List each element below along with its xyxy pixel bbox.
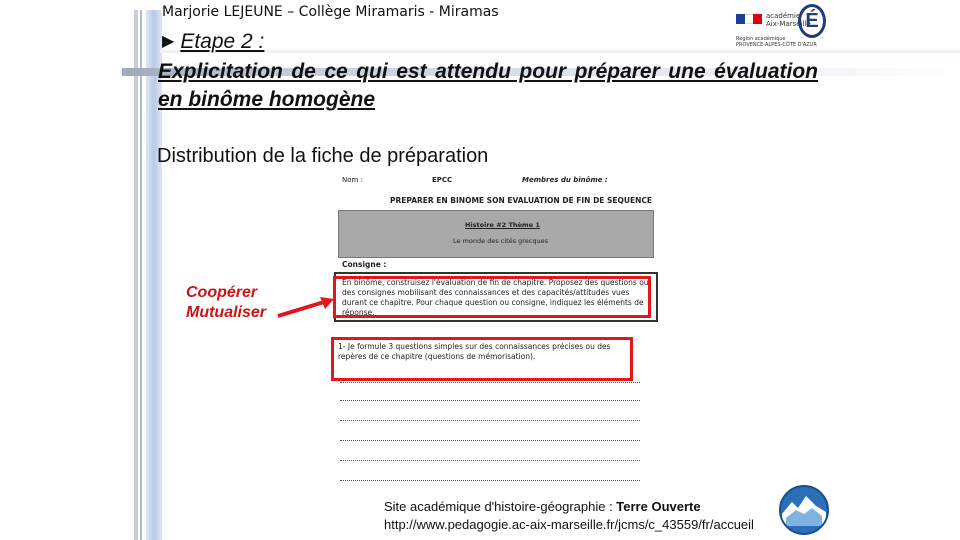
answer-line <box>340 460 640 461</box>
answer-line <box>340 382 640 383</box>
play-triangle-icon: ▶ <box>162 33 175 50</box>
step-title: ▶ Etape 2 : <box>162 30 265 53</box>
decor-line-top <box>160 50 960 53</box>
worksheet-field-epcc: EPCC <box>432 176 453 184</box>
highlight-box-question <box>331 337 633 381</box>
worksheet-image <box>332 172 662 490</box>
section-heading: Distribution de la fiche de préparation <box>157 145 489 167</box>
worksheet-question-1: 1- Je formule 3 questions simples sur des connaissances précises ou des repères de ce chapitre (questions de mémorisation). <box>338 342 611 361</box>
worksheet-consigne-text: En binôme, construisez l'évaluation de fin de chapitre. Proposez des questions ou des consignes mobilisant des connaissances et des capacités/attitudes vues durant ce chapitre. Pour chaque question ou consigne, indiquez les éléments de réponse. <box>334 272 658 322</box>
author-line: Marjorie LEJEUNE – Collège Miramaris - Miramas <box>162 4 499 20</box>
decor-bar-left <box>134 10 138 540</box>
logo-region-text: Région académique PROVENCE-ALPES-CÔTE D'AZUR <box>736 36 817 48</box>
answer-line <box>340 420 640 421</box>
answer-line <box>340 440 640 441</box>
annotation-label: Coopérer Mutualiser <box>186 284 267 321</box>
footer-url[interactable]: http://www.pedagogie.ac-aix-marseille.fr/jcms/c_43559/fr/accueil <box>384 517 754 532</box>
worksheet-theme-line1: Histoire #2 Thème 1 <box>465 221 540 229</box>
academy-e-icon: É <box>798 4 826 38</box>
step-subtitle: Explicitation de ce qui est attendu pour préparer une évaluation en binôme homogène <box>158 60 818 111</box>
red-arrow-icon <box>276 296 336 320</box>
worksheet-theme-box <box>338 210 654 258</box>
academy-logo <box>734 4 826 50</box>
logo-academy-text: académie Aix-Marseille <box>766 12 811 28</box>
footer-credits: Site académique d'histoire-géographie : Terre Ouverte http://www.pedagogie.ac-aix-marseille.fr/jcms/c_43559/fr/accueil <box>384 499 754 532</box>
answer-line <box>340 480 640 481</box>
terre-ouverte-logo-icon <box>776 484 832 536</box>
worksheet-theme-line2: Le monde des cités grecques <box>453 237 549 245</box>
worksheet-heading: PREPARER EN BINOME SON EVALUATION DE FIN DE SEQUENCE <box>390 196 653 205</box>
decor-bar-line <box>140 10 142 540</box>
worksheet-field-membres: Membres du binôme : <box>522 176 608 184</box>
worksheet-consigne-label: Consigne : <box>342 260 387 269</box>
french-flag-icon <box>736 14 762 24</box>
footer-site-name: Terre Ouverte <box>616 499 701 514</box>
highlight-box-consigne <box>333 276 651 318</box>
worksheet-field-nom: Nom : <box>342 176 363 184</box>
answer-line <box>340 400 640 401</box>
